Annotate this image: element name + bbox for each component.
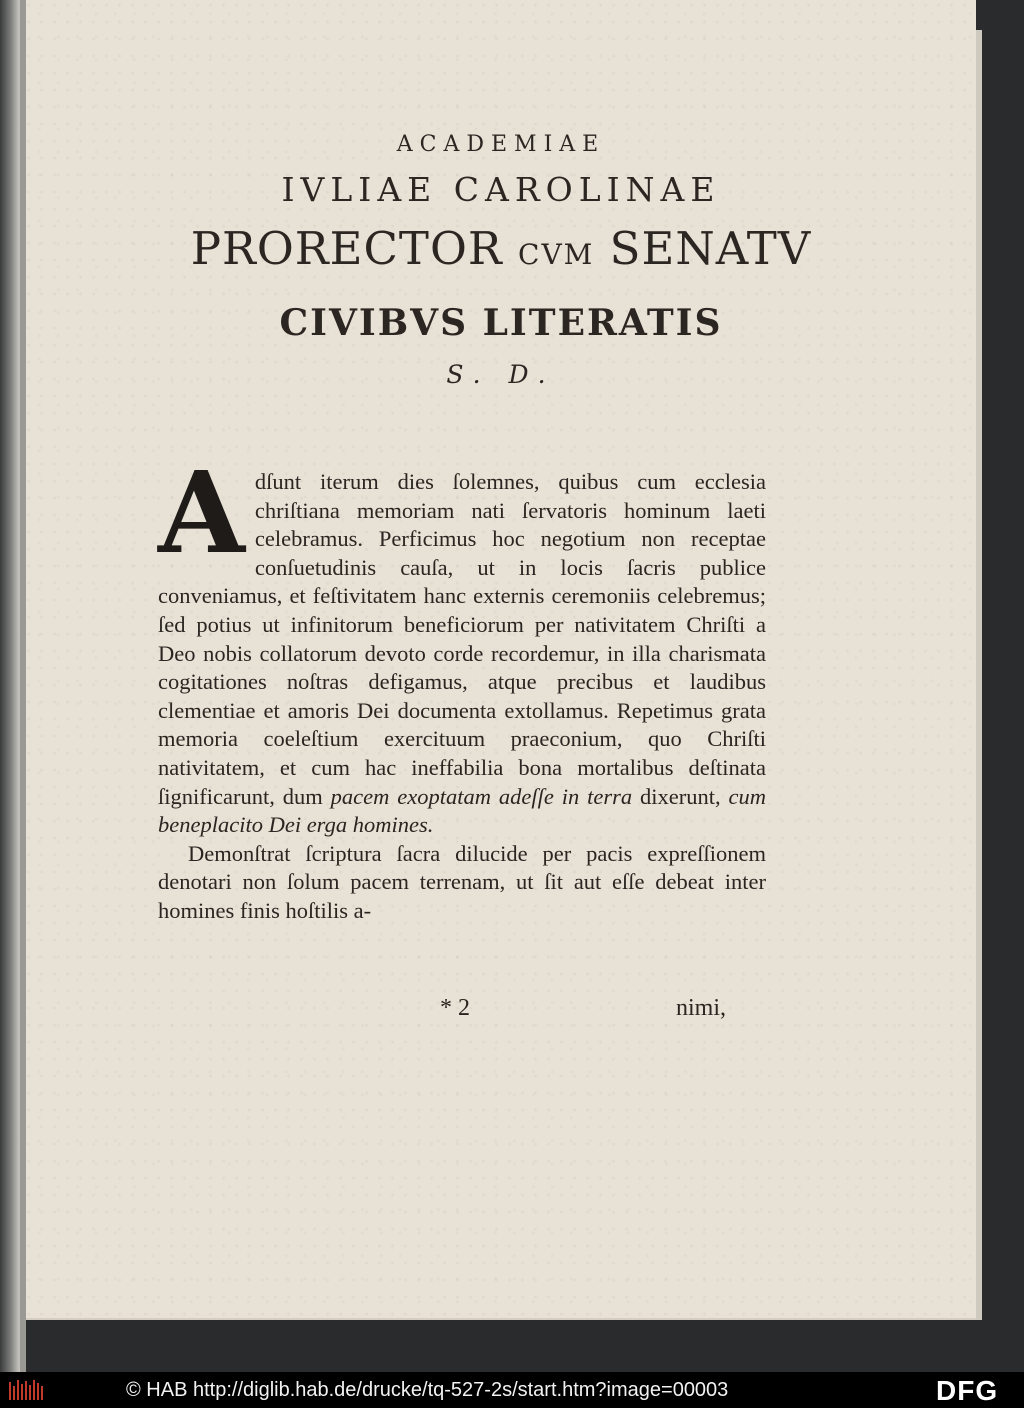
- paragraph-1-italic-2: cum beneplacito Dei erga homines.: [158, 783, 766, 838]
- hab-logo-icon: [6, 1378, 46, 1404]
- heading-academiae: ACADEMIAE: [396, 132, 606, 157]
- drop-cap: A: [158, 448, 245, 579]
- page-edge: [976, 30, 982, 1320]
- body-text: [158, 448, 766, 926]
- heading-iuliae-carolinae: IVLIAE CAROLINAE: [281, 170, 721, 209]
- adjacent-page-edge: [0, 0, 26, 1372]
- paragraph-2: Demonſtrat ſcriptura ſacra dilucide per pacis expreſſionem denotari non ſolum pacem terrenam, ut ſit aut eſſe debeat inter homines finis hoſtilis a-: [158, 840, 766, 923]
- signature-mark: * 2: [440, 995, 470, 1021]
- viewer-footer-bar: [0, 1372, 1024, 1408]
- catchword: nimi,: [676, 995, 727, 1021]
- heading-salutem-dicit: S. D.: [446, 360, 556, 389]
- scanned-page: [26, 0, 976, 1320]
- paragraph-1: [158, 448, 766, 840]
- dfg-logo: DFG: [936, 1375, 999, 1406]
- heading-prorector-text: PRORECTOR: [190, 222, 519, 275]
- heading-cum: CVM: [518, 238, 595, 271]
- heading-civibus-literatis: CIVIBVS LITERATIS: [279, 302, 723, 344]
- heading-prorector: [26, 222, 976, 275]
- source-link[interactable]: © HAB http://diglib.hab.de/drucke/tq-527-2s/start.htm?image=00003: [126, 1379, 729, 1401]
- paragraph-1-italic-1: pacem exoptatam adeſſe in terra: [330, 783, 633, 809]
- heading-senatu: SENATV: [594, 222, 812, 275]
- paragraph-1-text-2: dixerunt,: [632, 783, 729, 809]
- paragraph-1-text: dſunt iterum dies ſolemnes, quibus cum ecclesia chriſtiana memoriam nati ſervatoris hominum laeti celebramus. Perficimus hoc negotium non receptae conſuetudinis cauſa, ut in locis ſacris publice conveniamus, et feſtivitatem hanc externis ceremoniis celebremus; ſed potius ut infinitorum beneficiorum per nativitatem Chriſti a Deo nobis collatorum devoto corde recordemur, in illa charismata cogitationes noſtras defigamus, atque precibus et laudibus clementiae et amoris Dei documenta extollamus. Repetimus grata memoria coeleſtium exercituum praeconium, quo Chriſti nativitatem, et cum hac ineffabilia bona mortalibus deſtinata ſignificarunt, dum: [158, 469, 766, 809]
